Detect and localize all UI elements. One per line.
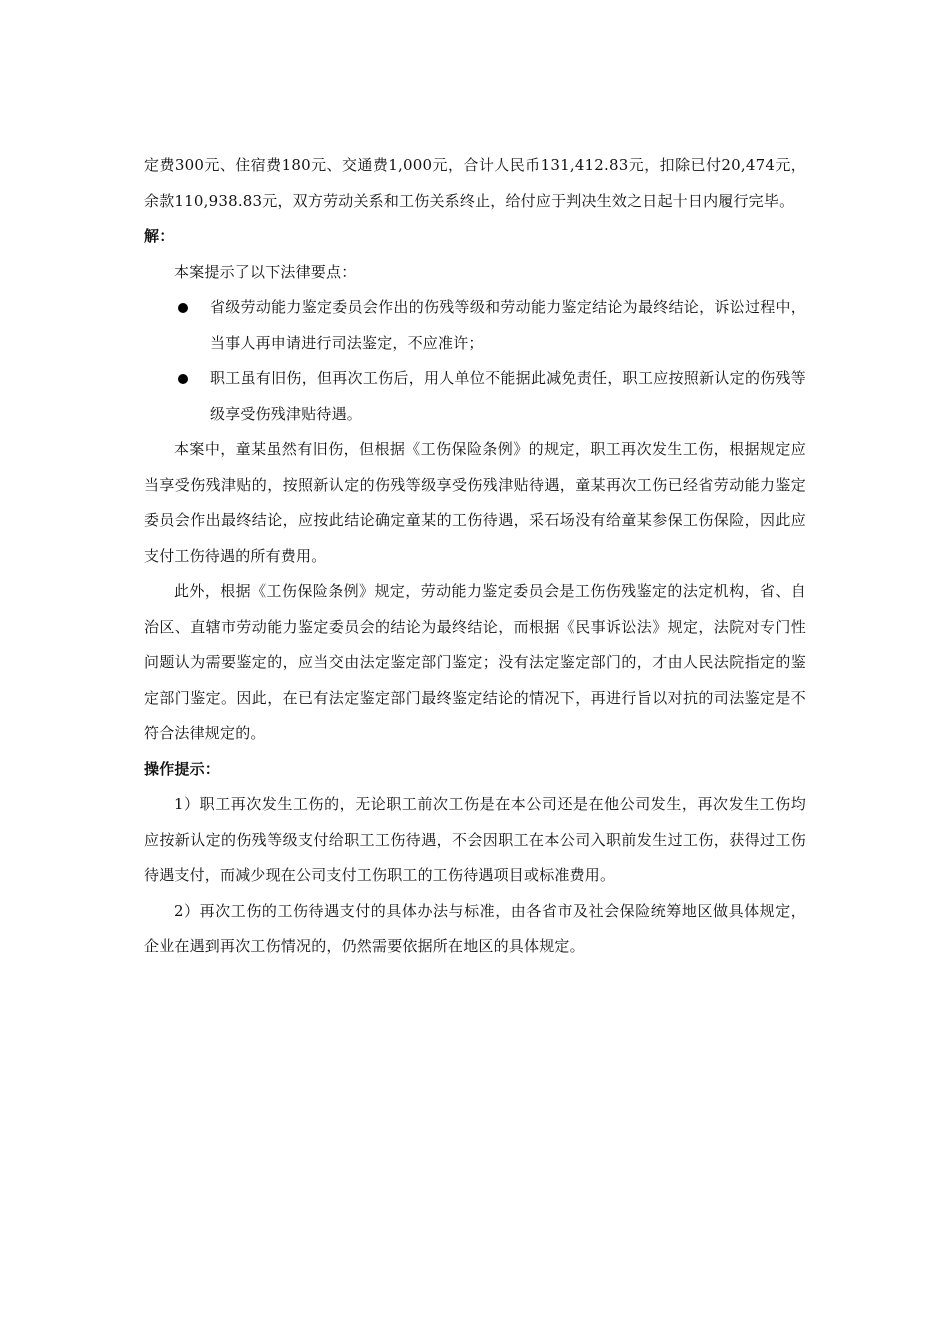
analysis-paragraph: 此外，根据《工伤保险条例》规定，劳动能力鉴定委员会是工伤伤残鉴定的法定机构，省、自治区、直辖市劳动能力鉴定委员会的结论为最终结论，而根据《民事诉讼法》规定，法院对专门性问题认为需要鉴定的，应当交由法定鉴定部门鉴定；没有法定鉴定部门的，才由人民法院指定的鉴定部门鉴定。因此，在已有法定鉴定部门最终鉴定结论的情况下，再进行旨以对抗的司法鉴定是不符合法律规定的。 <box>144 582 806 742</box>
list-item <box>144 290 806 361</box>
intro-paragraph: 定费300元、住宿费180元、交通费1,000元，合计人民币131,412.83元，扣除已付20,474元，余款110,938.83元，双方劳动关系和工伤关系终止，给付应于判决生效之日起十日内履行完毕。 <box>144 156 806 210</box>
points-intro: 本案提示了以下法律要点： <box>174 262 357 281</box>
analysis-paragraph: 本案中，童某虽然有旧伤，但根据《工伤保险条例》的规定，职工再次发生工伤，根据规定应当享受伤残津贴的，按照新认定的伤残等级享受伤残津贴待遇，童某再次工伤已经省劳动能力鉴定委员会作出最终结论，应按此结论确定童某的工伤待遇，采石场没有给童某参保工伤保险，因此应支付工伤待遇的所有费用。 <box>144 440 806 565</box>
tip-paragraph: 1）职工再次发生工伤的，无论职工前次工伤是在本公司还是在他公司发生，再次发生工伤均应按新认定的伤残等级支付给职工工伤待遇，不会因职工在本公司入职前发生过工伤，获得过工伤待遇支付，而减少现在公司支付工伤职工的工伤待遇项目或标准费用。 <box>144 795 806 884</box>
bullet-dot-icon <box>178 374 188 384</box>
tips-heading: 操作提示： <box>144 759 221 778</box>
tip-paragraph: 2）再次工伤的工伤待遇支付的具体办法与标准，由各省市及社会保险统筹地区做具体规定，企业在遇到再次工伤情况的，仍然需要依据所在地区的具体规定。 <box>144 901 806 955</box>
legal-points-list <box>144 290 806 432</box>
bullet-dot-icon <box>178 303 188 313</box>
legal-point-text: 职工虽有旧伤，但再次工伤后，用人单位不能据此减免责任，职工应按照新认定的伤残等级享受伤残津贴待遇。 <box>210 369 806 423</box>
document-page <box>144 148 806 965</box>
legal-point-text: 省级劳动能力鉴定委员会作出的伤残等级和劳动能力鉴定结论为最终结论，诉讼过程中，当事人再申请进行司法鉴定，不应准许； <box>210 298 806 352</box>
answer-heading: 解： <box>144 227 175 245</box>
list-item <box>144 361 806 432</box>
